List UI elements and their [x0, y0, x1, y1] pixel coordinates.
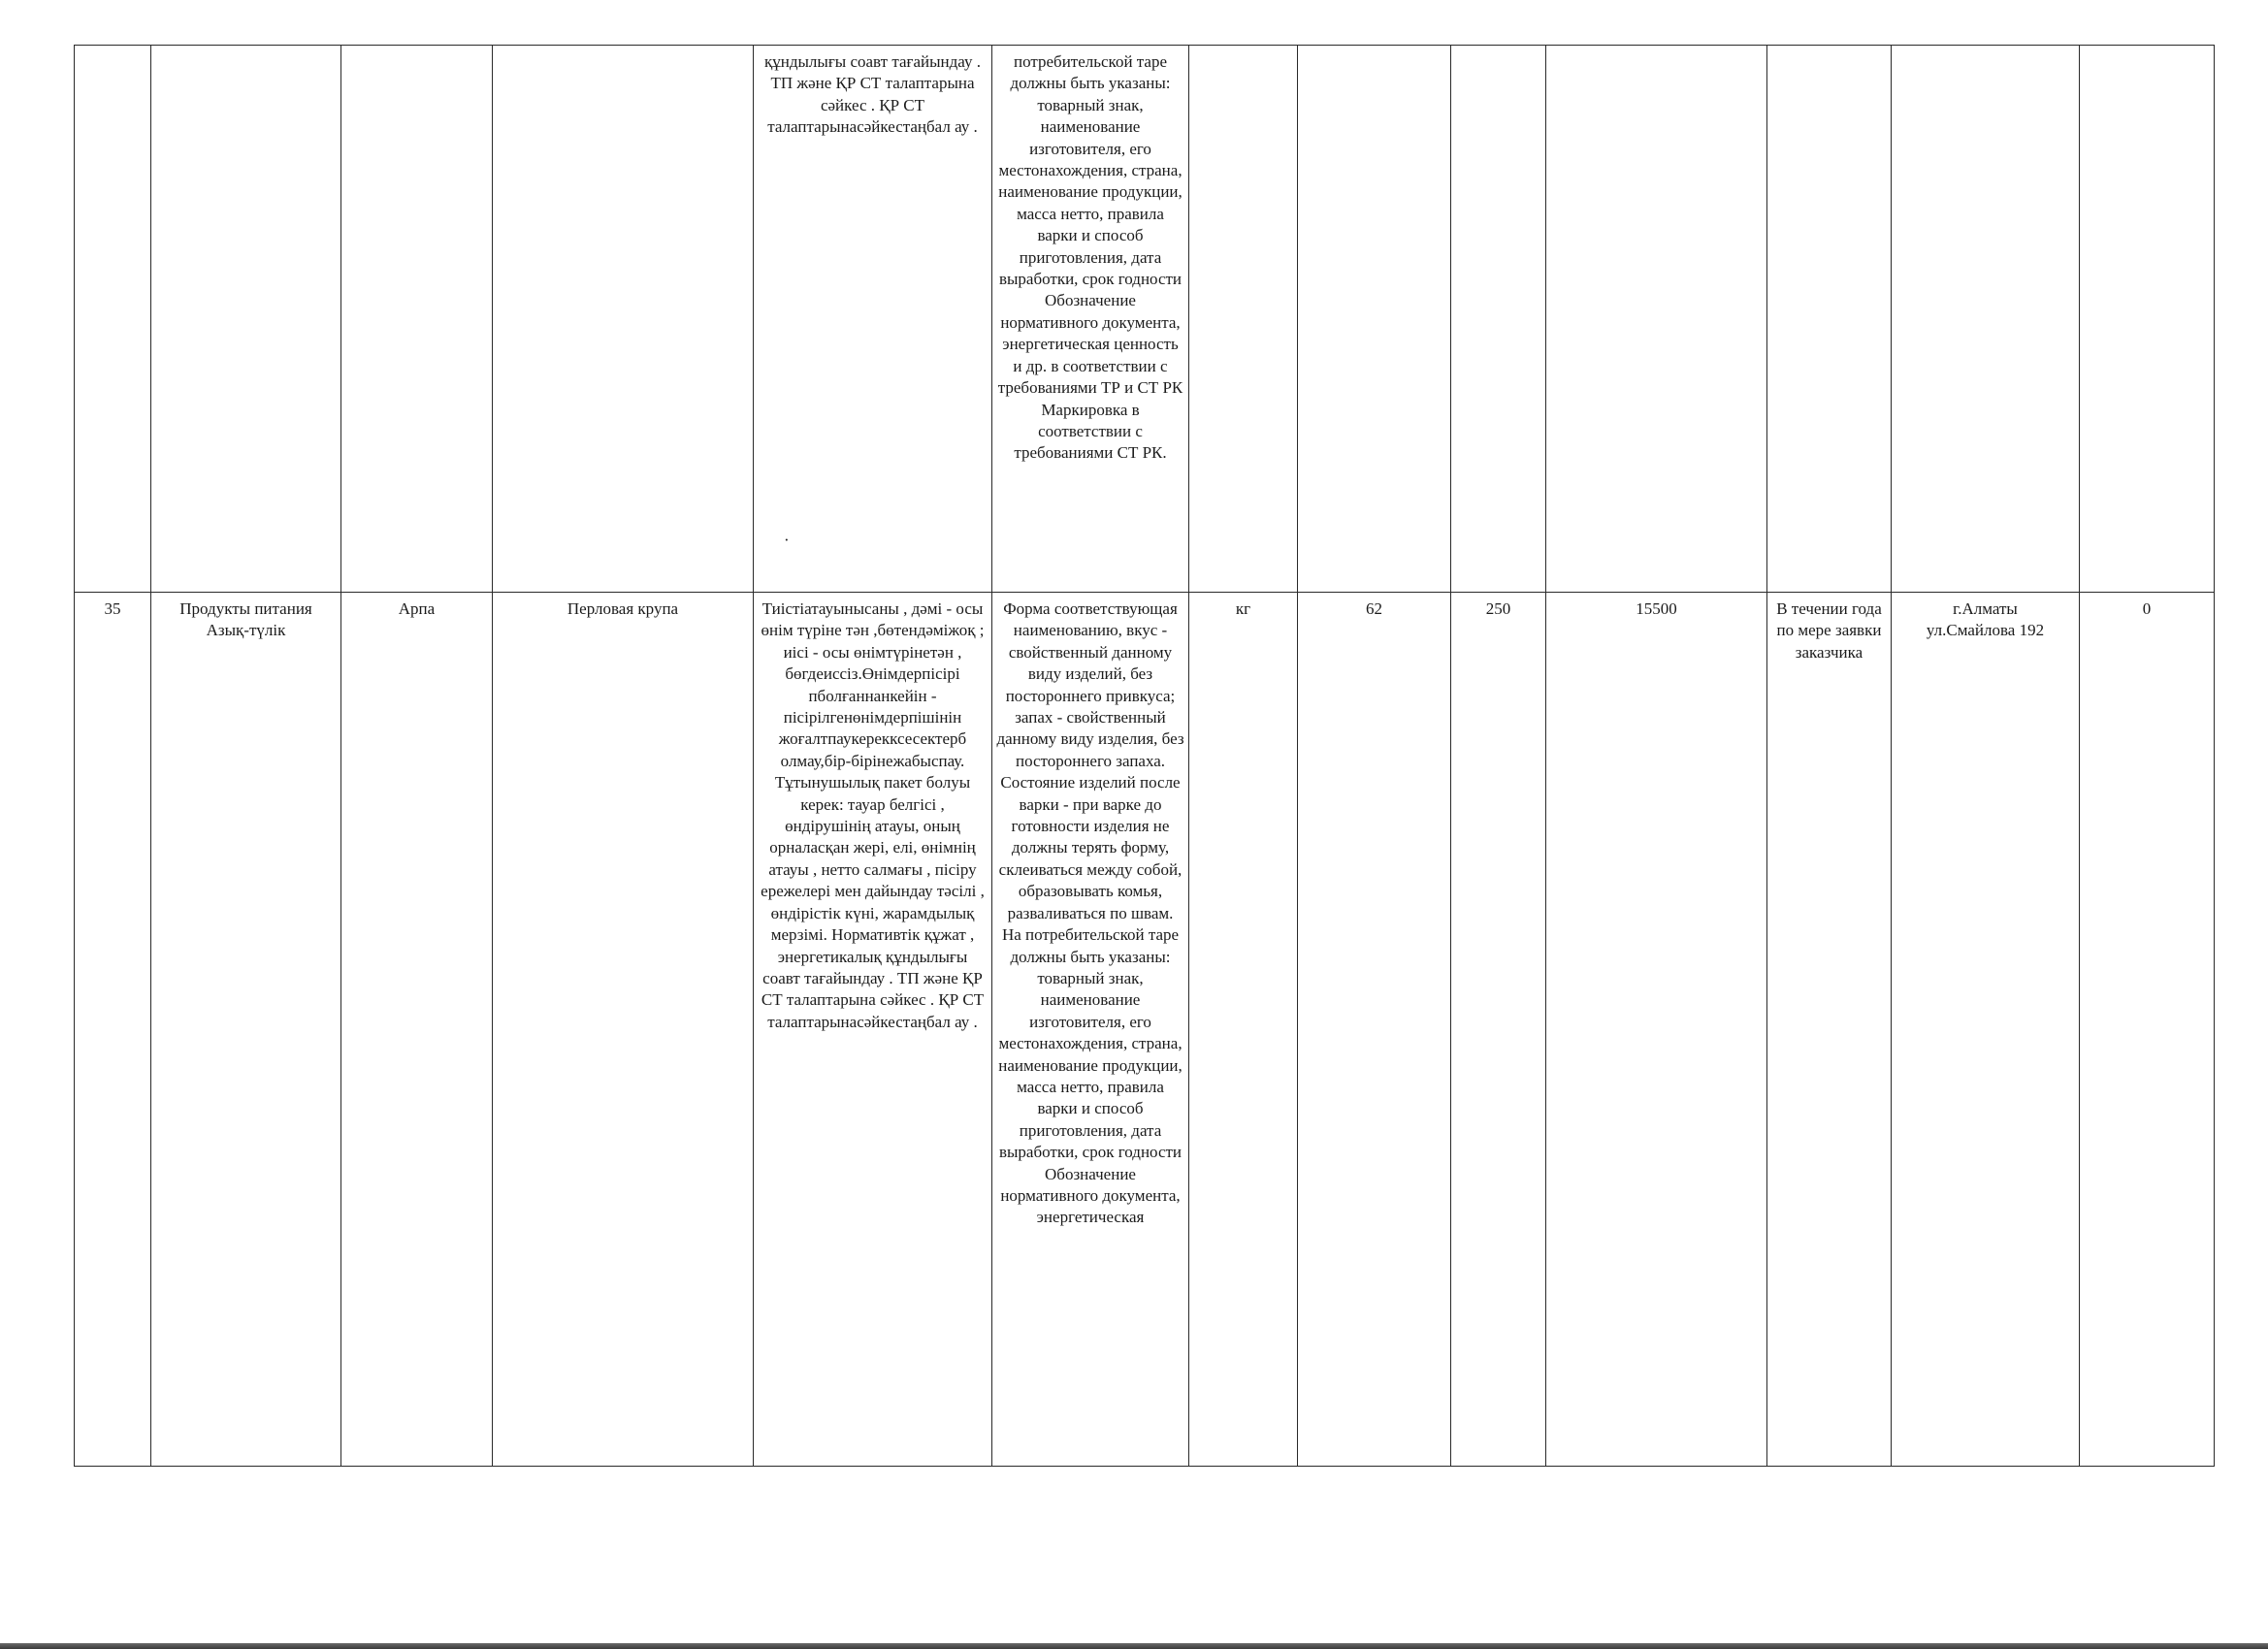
cell-category [151, 46, 341, 593]
cell-quantity [1298, 46, 1451, 593]
cell-description-kz: Тиістіатауынысаны , дәмі - осы өнім түріне тән ,бөтендәміжоқ ; иісі - осы өнімтүрінетән , бөгдеиссіз.Өнімдерпісірі пболғаннанкейін - пісірілгенөнімдерпішінін жоғалтпаукерекксесектерб олмау,бір-бірінежабыспау. Тұтынушылық пакет болуы керек: тауар белгісі , өндірушінің атауы, оның орналасқан жері, елі, өнімнің атауы , нетто салмағы , пісіру ережелері мен дайындау тәсілі , өндірістік күні, жарамдылық мерзімі. Нормативтік құжат , энергетикалық құндылығы соавт тағайындау . ТП және ҚР СТ талаптарына сәйкес . ҚР СТ талаптарынасәйкестаңбал ау . [754, 593, 992, 1467]
cell-name-ru: Перловая крупа [493, 593, 754, 1467]
cell-delivery-term: В течении года по мере заявки заказчика [1767, 593, 1892, 1467]
cell-description-kz: құндылығы соавт тағайындау . ТП және ҚР СТ талаптарына сәйкес . ҚР СТ талаптарынасәйкестаңбал ау . [754, 46, 992, 593]
cell-delivery-term [1767, 46, 1892, 593]
cell-description-ru: Форма соответствующая наименованию, вкус - свойственный данному виду изделий, без постороннего привкуса; запах - свойственный данному виду изделия, без постороннего запаха. Состояние изделий после варки - при варке до готовности изделия не должны терять форму, склеиваться между собой, образовывать комья, разваливаться по швам. На потребительской таре должны быть указаны: товарный знак, наименование изготовителя, его местонахождения, страна, наименование продукции, масса нетто, правила варки и способ приготовления, дата выработки, срок годности Обозначение нормативного документа, энергетическая [992, 593, 1189, 1467]
cell-description-ru: потребительской таре должны быть указаны: товарный знак, наименование изготовителя, его местонахождения, страна, наименование продукции, масса нетто, правила варки и способ приготовления, дата выработки, срок годности Обозначение нормативного документа, энергетическая ценность и др. в соответствии с требованиями ТР и СТ РК Маркировка в соответствии с требованиями СТ РК. [992, 46, 1189, 593]
cell-name-kz [341, 46, 493, 593]
procurement-table [74, 45, 2215, 1467]
table-row-continuation [75, 46, 2215, 593]
cell-unit: кг [1189, 593, 1298, 1467]
cell-price [1451, 46, 1546, 593]
scan-edge-bar [0, 1643, 2268, 1649]
cell-advance: 0 [2080, 593, 2215, 1467]
cell-amount: 15500 [1546, 593, 1767, 1467]
cell-number: 35 [75, 593, 151, 1467]
cell-delivery-place [1892, 46, 2080, 593]
cell-name-kz: Арпа [341, 593, 493, 1467]
cell-advance [2080, 46, 2215, 593]
cell-category: Продукты питания Азық-түлік [151, 593, 341, 1467]
cell-delivery-place: г.Алматы ул.Смайлова 192 [1892, 593, 2080, 1467]
cell-number [75, 46, 151, 593]
cell-price: 250 [1451, 593, 1546, 1467]
cell-unit [1189, 46, 1298, 593]
cell-quantity: 62 [1298, 593, 1451, 1467]
cell-name-ru [493, 46, 754, 593]
table-row-item-35 [75, 593, 2215, 1467]
stray-mark: · [784, 531, 790, 549]
cell-amount [1546, 46, 1767, 593]
